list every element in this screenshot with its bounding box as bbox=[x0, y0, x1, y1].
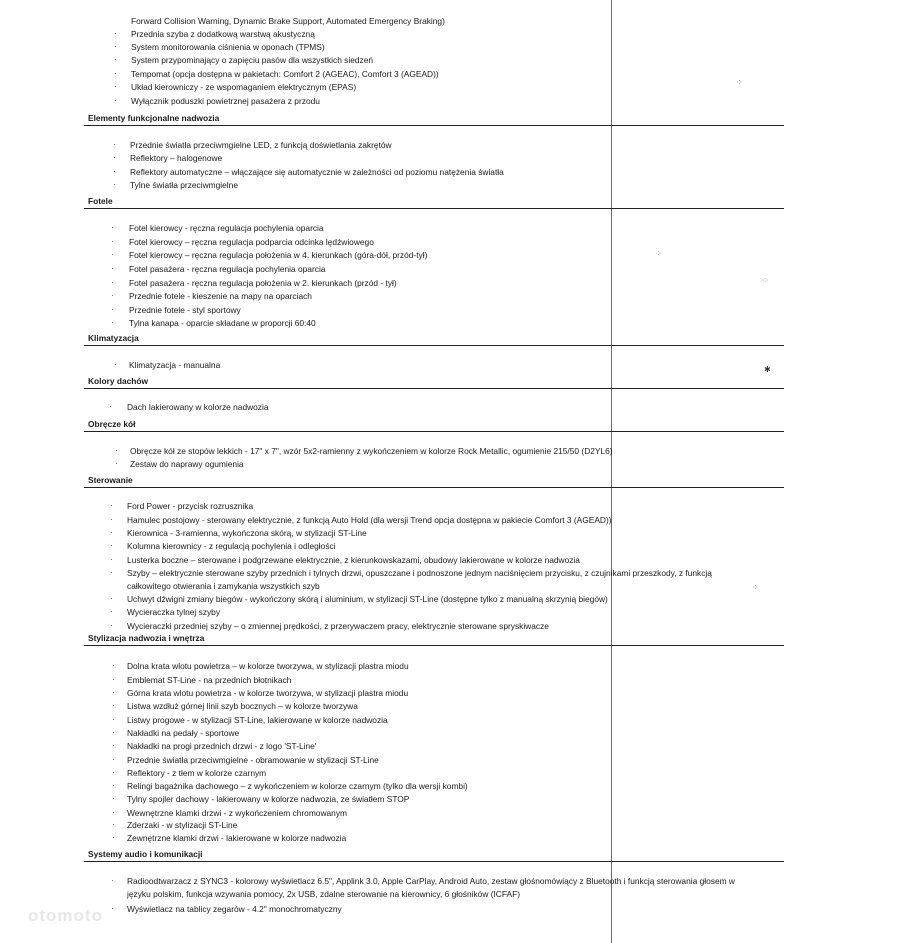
list-bullet: · bbox=[110, 621, 113, 630]
list-item: Listwa wzdłuż górnej linii szyb bocznych – w kolorze tworzywa bbox=[127, 701, 358, 711]
list-item: Wycieraczka tylnej szyby bbox=[127, 607, 221, 617]
list-bullet: · bbox=[110, 515, 113, 524]
list-bullet: · bbox=[111, 305, 114, 314]
list-bullet: · bbox=[114, 360, 117, 369]
section-heading: Klimatyzacja bbox=[88, 333, 139, 343]
section-divider bbox=[84, 388, 784, 389]
list-bullet: · bbox=[114, 96, 117, 105]
list-bullet: · bbox=[113, 167, 116, 176]
list-item: Zestaw do naprawy ogumienia bbox=[130, 459, 244, 469]
list-item: Reflektory automatyczne – włączające się automatycznie w zależności od poziomu natężenia światła bbox=[130, 167, 504, 177]
list-item: Kolumna kierownicy - z regulacją pochylenia i odległości bbox=[127, 541, 336, 551]
list-item-continuation: języku polskim, funkcja wzywania pomocy, 2x USB, zdalne sterowanie na kierownicy, 6 głośników (ICFAF) bbox=[127, 889, 521, 899]
list-bullet: · bbox=[112, 833, 115, 842]
list-item: Forward Collision Warning, Dynamic Brake Support, Automated Emergency Braking) bbox=[131, 16, 445, 26]
list-bullet: · bbox=[112, 768, 115, 777]
list-item: Hamulec postojowy - sterowany elektrycznie, z funkcją Auto Hold (dla wersji Trend opcja dostępna w pakiecie Comfort 3 (AGEAD)) bbox=[127, 515, 612, 525]
watermark: otomoto bbox=[28, 906, 103, 925]
section-heading: Kolory dachów bbox=[88, 376, 149, 386]
list-bullet: · bbox=[110, 528, 113, 537]
list-item: Fotel kierowcy - ręczna regulacja pochylenia oparcia bbox=[129, 223, 324, 233]
list-item: Tylny spojler dachowy - lakierowany w kolorze nadwozia, ze światłem STOP bbox=[127, 794, 410, 804]
scan-speck: ⁘ bbox=[752, 583, 759, 592]
list-item: Wycieraczki przedniej szyby – o zmiennej prędkości, z przerywaczem pracy, elektrycznie sterowane spryskiwacze bbox=[127, 621, 549, 631]
list-item: Przednie światła przeciwmgielne LED, z funkcją doświetlania zakrętów bbox=[130, 140, 392, 150]
list-item: Listwy progowe - w stylizacji ST-Line, lakierowane w kolorze nadwozia bbox=[127, 715, 388, 725]
list-bullet: · bbox=[114, 69, 117, 78]
list-bullet: · bbox=[112, 781, 115, 790]
list-item: Tempomat (opcja dostępna w pakietach: Comfort 2 (AGEAC), Comfort 3 (AGEAD)) bbox=[131, 69, 439, 79]
list-item: Relingi bagażnika dachowego – z wykończeniem w kolorze czarnym (tylko dla wersji kombi) bbox=[127, 781, 468, 791]
section-divider bbox=[84, 645, 784, 646]
list-bullet: · bbox=[111, 291, 114, 300]
list-item: Przednie fotele - styl sportowy bbox=[129, 305, 241, 315]
scan-speck: ⁘ bbox=[655, 249, 662, 258]
list-item: Klimatyzacja - manualna bbox=[129, 360, 221, 370]
list-bullet: · bbox=[112, 755, 115, 764]
list-item: Zewnętrzne klamki drzwi - lakierowane w kolorze nadwozia bbox=[127, 833, 347, 843]
list-bullet: · bbox=[112, 820, 115, 829]
list-item: Dolna krata wlotu powietrza – w kolorze tworzywa, w stylizacji plastra miodu bbox=[127, 661, 409, 671]
list-item: Przednie światła przeciwmgielne - obramowanie w stylizacji ST-Line bbox=[127, 755, 379, 765]
section-heading: Sterowanie bbox=[88, 475, 133, 485]
list-bullet: · bbox=[114, 82, 117, 91]
list-item: Zderzaki - w stylizacji ST-Line bbox=[127, 820, 238, 830]
list-item: Wyświetlacz na tablicy zegarów - 4.2" monochromatyczny bbox=[127, 904, 342, 914]
list-item: Ford Power - przycisk rozrusznika bbox=[127, 501, 254, 511]
list-bullet: · bbox=[114, 42, 117, 51]
list-bullet: · bbox=[111, 237, 114, 246]
list-item: Układ kierowniczy - ze wspomaganiem elektrycznym (EPAS) bbox=[131, 82, 357, 92]
list-bullet: · bbox=[110, 594, 113, 603]
list-bullet: · bbox=[113, 153, 116, 162]
list-bullet: · bbox=[110, 555, 113, 564]
list-item: Szyby – elektrycznie sterowane szyby przednich i tylnych drzwi, opuszczane i podnoszone jednym naciśnięciem przycisku, z czujnikami przeszkody, z funkcją bbox=[127, 568, 712, 578]
scan-speck: ✱ bbox=[764, 365, 771, 374]
list-bullet: · bbox=[111, 876, 114, 885]
list-item: System przypominający o zapięciu pasów dla wszystkich siedzeń bbox=[131, 55, 374, 65]
list-bullet: · bbox=[112, 728, 115, 737]
list-bullet: · bbox=[111, 278, 114, 287]
list-bullet: · bbox=[114, 29, 117, 38]
list-bullet: · bbox=[109, 402, 112, 411]
list-bullet: · bbox=[111, 904, 114, 913]
list-item: Uchwyt dźwigni zmiany biegów - wykończony skórą i aluminium, w stylizacji ST-Line (dostępne tylko z manualną skrzynią biegów) bbox=[127, 594, 608, 604]
section-heading: Obręcze kół bbox=[88, 419, 136, 429]
section-heading: Elementy funkcjonalne nadwozia bbox=[88, 113, 220, 123]
list-item: Obręcze kół ze stopów lekkich - 17" x 7", wzór 5x2-ramienny z wykończeniem w kolorze Rock Metallic, ogumienie 215/50 (D2YL6) bbox=[130, 446, 613, 456]
list-item: Radioodtwarzacz z SYNC3 - kolorowy wyświetlacz 6.5", Applink 3.0, Apple CarPlay, Android Auto, zestaw głośnomówiący z Bluetooth i funkcją sterowania głosem w bbox=[127, 876, 735, 886]
list-bullet: · bbox=[112, 675, 115, 684]
list-bullet: · bbox=[115, 459, 118, 468]
section-divider bbox=[84, 345, 784, 346]
list-bullet: · bbox=[110, 501, 113, 510]
scan-speck: ⁘ bbox=[736, 78, 743, 87]
list-item: Dach lakierowany w kolorze nadwozia bbox=[127, 402, 269, 412]
scan-speck: ⁘ bbox=[762, 276, 769, 285]
list-item: Kierownica - 3-ramienna, wykończona skórą, w stylizacji ST-Line bbox=[127, 528, 367, 538]
list-item: Reflektory - z tłem w kolorze czarnym bbox=[127, 768, 267, 778]
section-heading: Fotele bbox=[88, 196, 113, 206]
list-item: Wyłącznik poduszki powietrznej pasażera z przodu bbox=[131, 96, 320, 106]
scan-fold-line bbox=[611, 0, 612, 943]
list-item: Fotel kierowcy – ręczna regulacja położenia w 4. kierunkach (góra-dół, przód-tył) bbox=[129, 250, 428, 260]
list-bullet: · bbox=[110, 541, 113, 550]
section-divider bbox=[84, 487, 784, 488]
list-bullet: · bbox=[112, 741, 115, 750]
section-divider bbox=[84, 861, 784, 862]
list-item: Tylne światła przeciwmgielne bbox=[130, 180, 238, 190]
section-heading: Systemy audio i komunikacji bbox=[88, 849, 203, 859]
list-item: Przednie fotele - kieszenie na mapy na oparciach bbox=[129, 291, 312, 301]
list-item: Przednia szyba z dodatkową warstwą akustyczną bbox=[131, 29, 315, 39]
list-item: Tylna kanapa - oparcie składane w proporcji 60:40 bbox=[129, 318, 316, 328]
list-item: Górna krata wlotu powietrza - w kolorze tworzywa, w stylizacji plastra miodu bbox=[127, 688, 409, 698]
list-bullet: · bbox=[110, 607, 113, 616]
list-bullet: · bbox=[111, 250, 114, 259]
list-item: Fotel pasażera - ręczna regulacja położenia w 2. kierunkach (przód - tył) bbox=[129, 278, 397, 288]
section-heading: Stylizacja nadwozia i wnętrza bbox=[88, 633, 205, 643]
list-item: Lusterka boczne – sterowane i podgrzewane elektrycznie, z kierunkowskazami, obudowy lakierowane w kolorze nadwozia bbox=[127, 555, 580, 565]
list-item-continuation: całkowitego otwierania i zamykania wszystkich szyb bbox=[127, 581, 320, 591]
list-item: Nakładki na pedały - sportowe bbox=[127, 728, 240, 738]
list-item: Nakładki na progi przednich drzwi - z logo 'ST-Line' bbox=[127, 741, 317, 751]
list-item: Wewnętrzne klamki drzwi - z wykończeniem chromowanym bbox=[127, 808, 347, 818]
list-bullet: · bbox=[112, 808, 115, 817]
list-bullet: · bbox=[115, 446, 118, 455]
list-bullet: · bbox=[113, 180, 116, 189]
list-item: System monitorowania ciśnienia w oponach (TPMS) bbox=[131, 42, 325, 52]
list-item: Fotel pasażera - ręczna regulacja pochylenia oparcia bbox=[129, 264, 326, 274]
list-bullet: · bbox=[111, 223, 114, 232]
list-bullet: · bbox=[112, 715, 115, 724]
list-item: Emblemat ST-Line - na przednich błotnikach bbox=[127, 675, 292, 685]
list-bullet: · bbox=[112, 701, 115, 710]
list-bullet: · bbox=[112, 688, 115, 697]
section-divider bbox=[84, 125, 784, 126]
section-divider bbox=[84, 431, 784, 432]
list-bullet: · bbox=[110, 568, 113, 577]
list-bullet: · bbox=[113, 140, 116, 149]
list-bullet: · bbox=[112, 661, 115, 670]
list-item: Fotel kierowcy – ręczna regulacja podparcia odcinka lędźwiowego bbox=[129, 237, 374, 247]
list-bullet: · bbox=[112, 794, 115, 803]
list-bullet: · bbox=[111, 318, 114, 327]
list-item: Reflektory – halogenowe bbox=[130, 153, 223, 163]
list-bullet: · bbox=[111, 264, 114, 273]
section-divider bbox=[84, 208, 784, 209]
list-bullet: · bbox=[114, 55, 117, 64]
